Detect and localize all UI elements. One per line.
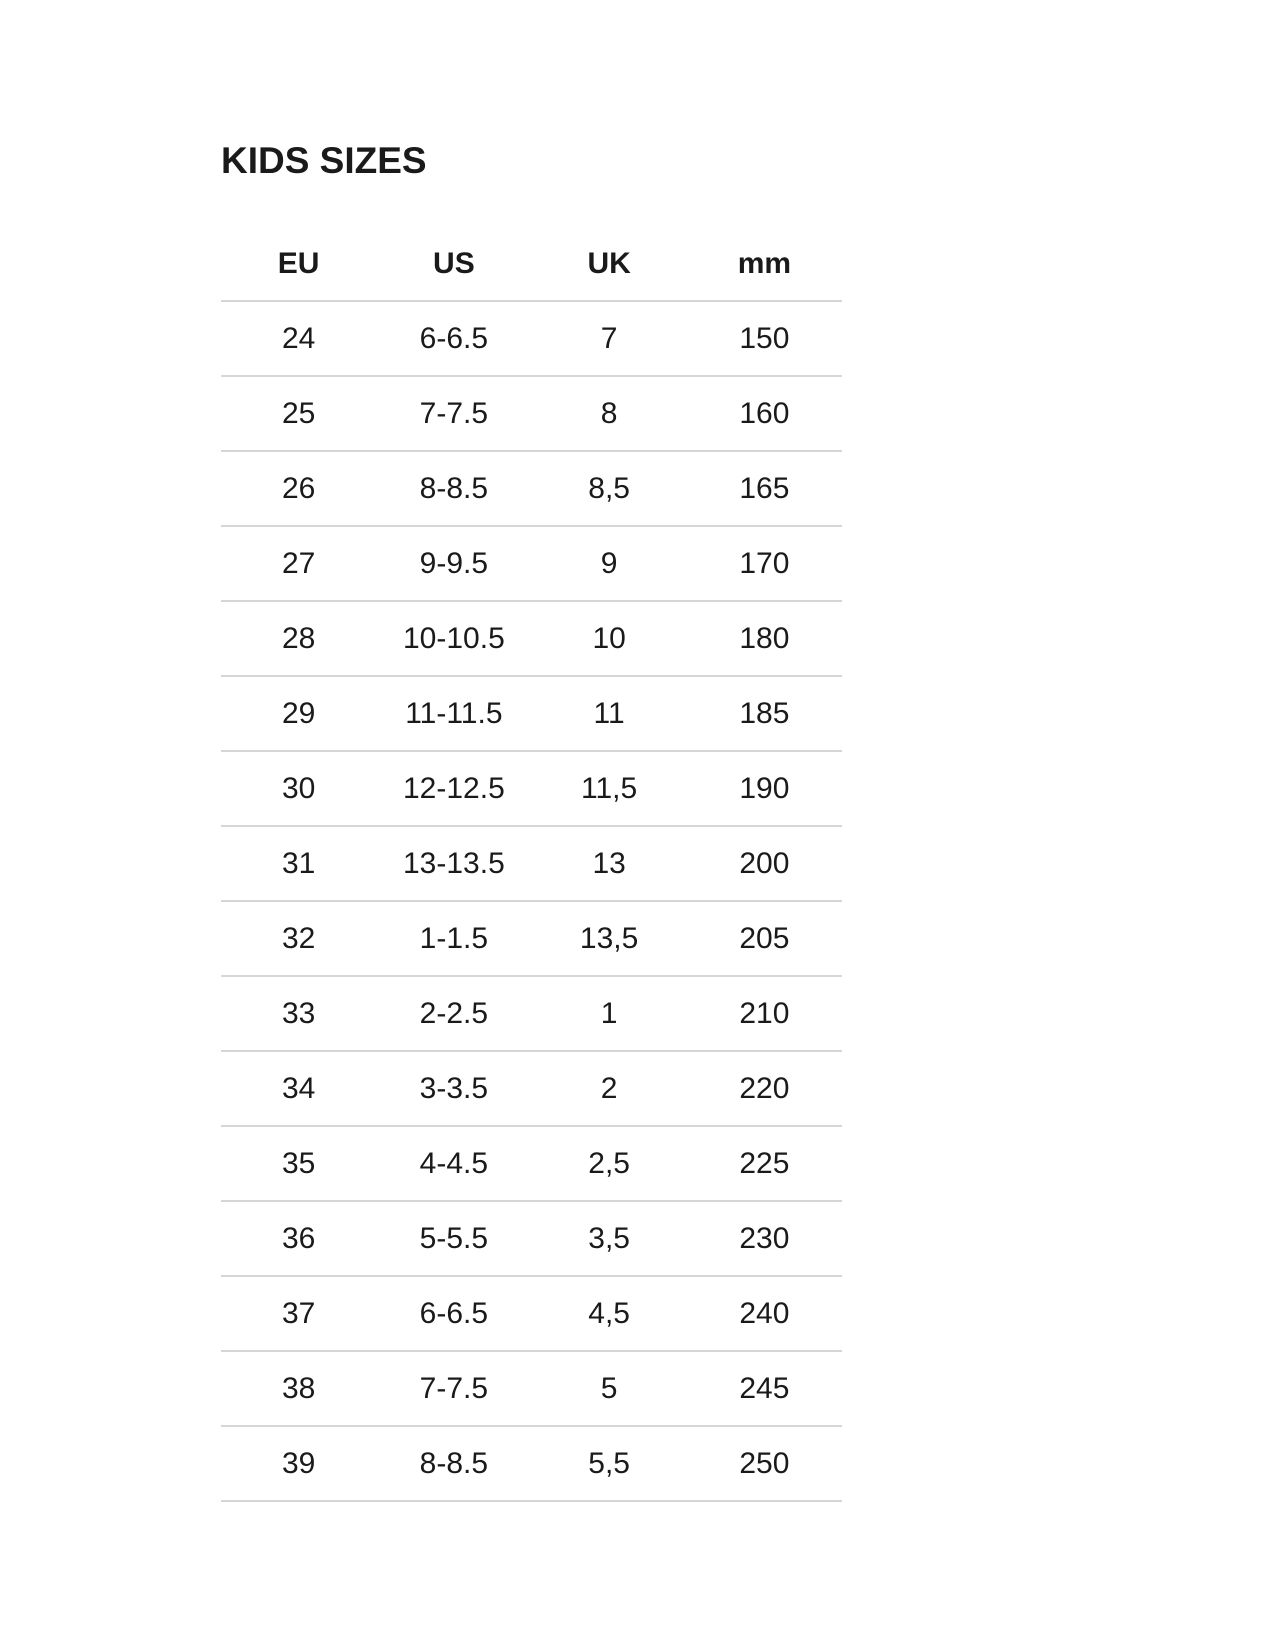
cell-us: 7-7.5 xyxy=(376,376,531,451)
table-row xyxy=(221,751,842,826)
cell-mm: 170 xyxy=(687,526,842,601)
cell-uk: 11,5 xyxy=(532,751,687,826)
cell-eu: 38 xyxy=(221,1351,376,1426)
cell-uk: 3,5 xyxy=(532,1201,687,1276)
cell-mm: 245 xyxy=(687,1351,842,1426)
size-table xyxy=(221,228,842,1502)
table-row xyxy=(221,301,842,376)
cell-mm: 230 xyxy=(687,1201,842,1276)
cell-us: 8-8.5 xyxy=(376,1426,531,1501)
table-header xyxy=(221,228,842,301)
cell-uk: 1 xyxy=(532,976,687,1051)
cell-uk: 11 xyxy=(532,676,687,751)
table-row xyxy=(221,1351,842,1426)
table-row xyxy=(221,526,842,601)
cell-eu: 33 xyxy=(221,976,376,1051)
cell-us: 13-13.5 xyxy=(376,826,531,901)
cell-mm: 180 xyxy=(687,601,842,676)
table-row xyxy=(221,601,842,676)
cell-uk: 13,5 xyxy=(532,901,687,976)
cell-mm: 250 xyxy=(687,1426,842,1501)
table-body xyxy=(221,301,842,1501)
cell-eu: 35 xyxy=(221,1126,376,1201)
cell-us: 4-4.5 xyxy=(376,1126,531,1201)
cell-uk: 4,5 xyxy=(532,1276,687,1351)
table-row xyxy=(221,1201,842,1276)
table-row xyxy=(221,451,842,526)
cell-us: 8-8.5 xyxy=(376,451,531,526)
table-row xyxy=(221,826,842,901)
page-title: KIDS SIZES xyxy=(221,140,427,181)
column-header-eu: EU xyxy=(221,228,376,301)
cell-eu: 37 xyxy=(221,1276,376,1351)
cell-uk: 2 xyxy=(532,1051,687,1126)
table-row xyxy=(221,1126,842,1201)
cell-us: 6-6.5 xyxy=(376,301,531,376)
cell-eu: 36 xyxy=(221,1201,376,1276)
cell-eu: 26 xyxy=(221,451,376,526)
column-header-us: US xyxy=(376,228,531,301)
cell-mm: 210 xyxy=(687,976,842,1051)
cell-uk: 8,5 xyxy=(532,451,687,526)
cell-uk: 9 xyxy=(532,526,687,601)
cell-eu: 29 xyxy=(221,676,376,751)
cell-mm: 185 xyxy=(687,676,842,751)
cell-mm: 160 xyxy=(687,376,842,451)
cell-eu: 30 xyxy=(221,751,376,826)
cell-mm: 200 xyxy=(687,826,842,901)
cell-uk: 13 xyxy=(532,826,687,901)
cell-mm: 150 xyxy=(687,301,842,376)
table-row xyxy=(221,376,842,451)
table-row xyxy=(221,1426,842,1501)
cell-uk: 2,5 xyxy=(532,1126,687,1201)
cell-uk: 7 xyxy=(532,301,687,376)
cell-eu: 31 xyxy=(221,826,376,901)
cell-mm: 240 xyxy=(687,1276,842,1351)
table-row xyxy=(221,1051,842,1126)
cell-mm: 190 xyxy=(687,751,842,826)
table-row xyxy=(221,976,842,1051)
column-header-uk: UK xyxy=(532,228,687,301)
cell-eu: 27 xyxy=(221,526,376,601)
table-row xyxy=(221,1276,842,1351)
cell-mm: 225 xyxy=(687,1126,842,1201)
cell-us: 5-5.5 xyxy=(376,1201,531,1276)
cell-eu: 39 xyxy=(221,1426,376,1501)
cell-eu: 28 xyxy=(221,601,376,676)
cell-us: 6-6.5 xyxy=(376,1276,531,1351)
cell-uk: 10 xyxy=(532,601,687,676)
cell-eu: 32 xyxy=(221,901,376,976)
cell-us: 3-3.5 xyxy=(376,1051,531,1126)
cell-uk: 5 xyxy=(532,1351,687,1426)
cell-uk: 5,5 xyxy=(532,1426,687,1501)
cell-mm: 205 xyxy=(687,901,842,976)
table-row xyxy=(221,901,842,976)
header-row xyxy=(221,228,842,301)
column-header-mm: mm xyxy=(687,228,842,301)
table-row xyxy=(221,676,842,751)
cell-mm: 165 xyxy=(687,451,842,526)
cell-eu: 24 xyxy=(221,301,376,376)
cell-us: 9-9.5 xyxy=(376,526,531,601)
cell-us: 10-10.5 xyxy=(376,601,531,676)
cell-us: 11-11.5 xyxy=(376,676,531,751)
cell-uk: 8 xyxy=(532,376,687,451)
cell-us: 1-1.5 xyxy=(376,901,531,976)
cell-mm: 220 xyxy=(687,1051,842,1126)
cell-eu: 25 xyxy=(221,376,376,451)
cell-us: 12-12.5 xyxy=(376,751,531,826)
cell-us: 7-7.5 xyxy=(376,1351,531,1426)
cell-us: 2-2.5 xyxy=(376,976,531,1051)
cell-eu: 34 xyxy=(221,1051,376,1126)
